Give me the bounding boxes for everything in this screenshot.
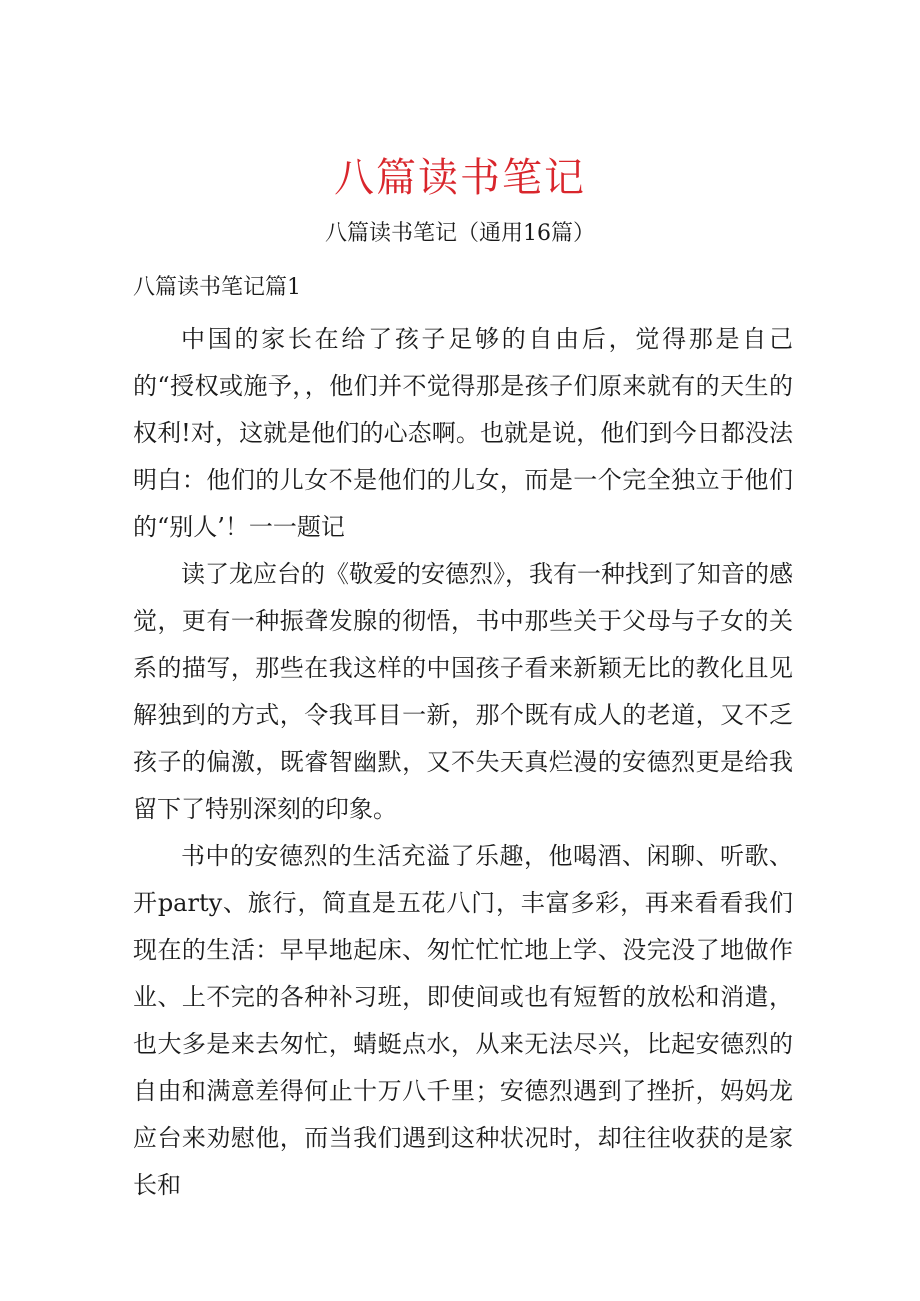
section-heading: 八篇读书笔记篇1 (133, 275, 301, 300)
document-title: 八篇读书笔记 (334, 155, 586, 201)
document-body (133, 316, 793, 1209)
paragraph-2: 读了龙应台的《敬爱的安德烈》，我有一种找到了知音的感觉，更有一种振聋发腺的彻悟，书中那些关于父母与子女的关系的描写，那些在我这样的中国孩子看来新颖无比的教化且见解独到的方式，令我耳目一新，那个既有成人的老道，又不乏孩子的偏激，既睿智幽默，又不失天真烂漫的安德烈更是给我留下了特别深刻的印象。 (133, 560, 793, 823)
paragraph-1: 中国的家长在给了孩子足够的自由后，觉得那是自己的“授权或施予，，他们并不觉得那是孩子们原来就有的天生的权利!对，这就是他们的心态啊。也就是说，他们到今日都没法明白：他们的儿女不是他们的儿女，而是一个完全独立于他们的“别人’！一一题记 (133, 325, 793, 541)
paragraph-3: 书中的安德烈的生活充溢了乐趣，他喝酒、闲聊、听歌、开party、旅行，简直是五花八门，丰富多彩，再来看看我们现在的生活：早早地起床、匆忙忙忙地上学、没完没了地做作业、上不完的各种补习班，即使间或也有短暂的放松和消遣，也大多是来去匆忙，蜻蜓点水，从来无法尽兴，比起安德烈的自由和满意差得何止十万八千里；安德烈遇到了挫折，妈妈龙应台来劝慰他，而当我们遇到这种状况时，却往往收获的是家长和 (133, 842, 793, 1199)
document-subtitle: 八篇读书笔记（通用16篇） (325, 221, 595, 246)
